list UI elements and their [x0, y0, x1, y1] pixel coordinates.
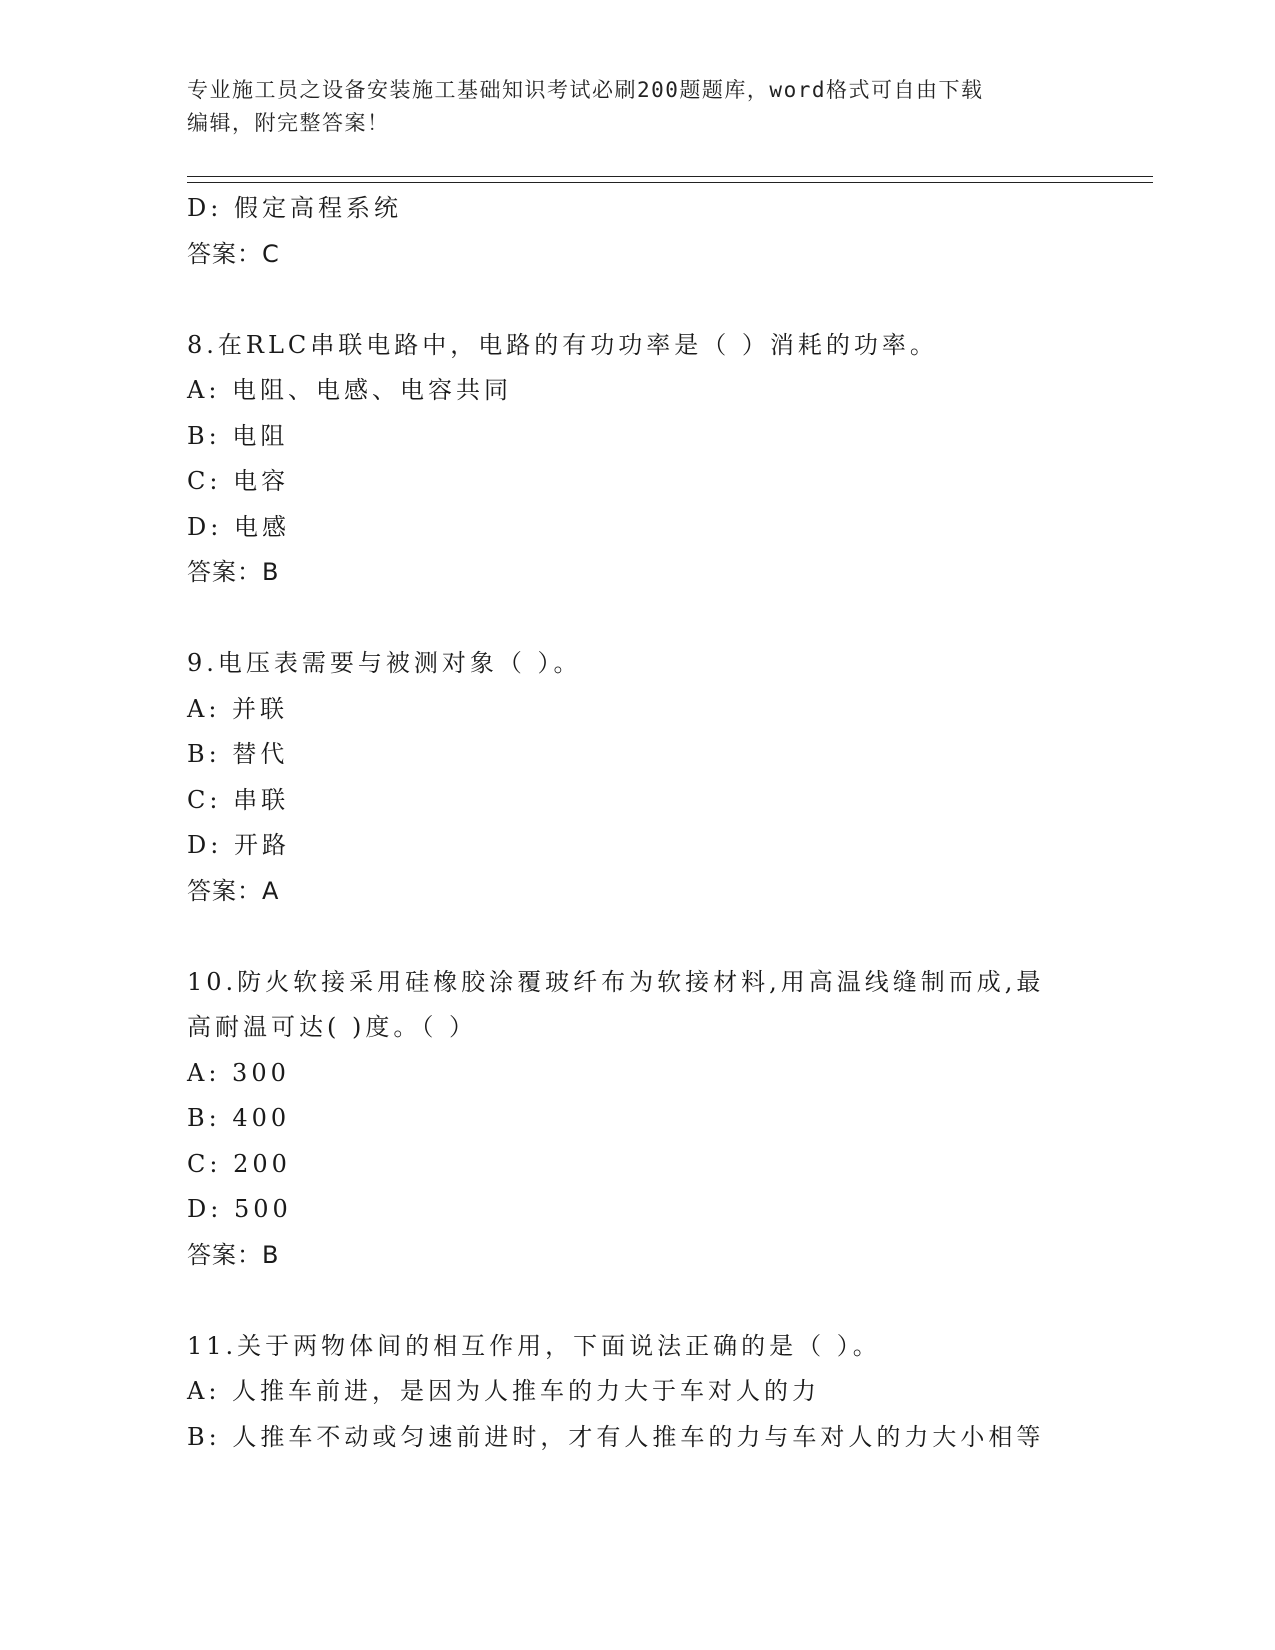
question-block-9: [187, 641, 1087, 914]
option-b: B: 替代: [187, 740, 289, 768]
option-a: A: 300: [187, 1058, 290, 1087]
header-divider-top: [187, 176, 1153, 177]
option-d: D: 电感: [187, 512, 290, 541]
answer-line: 答案：A: [187, 876, 280, 905]
option-a: A: 人推车前进，是因为人推车的力大于车对人的力: [187, 1377, 821, 1405]
document-header: [187, 74, 1067, 140]
question-text: 11.关于两物体间的相互作用，下面说法正确的是（ ）。: [187, 1331, 881, 1360]
question-text-line-1: 10.防火软接采用硅橡胶涂覆玻纤布为软接材料,用高温线缝制而成,最: [187, 967, 1045, 996]
option-a: A: 电阻、电感、电容共同: [187, 376, 513, 404]
option-c: C: 电容: [187, 467, 290, 495]
header-title-line-2: 编辑，附完整答案！: [187, 111, 390, 135]
question-block-10: [187, 960, 1087, 1279]
option-d: D: 500: [187, 1195, 292, 1223]
header-divider-bottom: [187, 182, 1153, 183]
question-text-line-2: 高耐温可达( )度。（ ）: [187, 1013, 477, 1041]
question-list: [187, 186, 1087, 1460]
option-d: D: 开路: [187, 831, 290, 859]
option-a: A: 并联: [187, 694, 289, 723]
option-c: C: 串联: [187, 785, 290, 814]
answer-line: 答案：C: [187, 239, 280, 268]
question-text: 9.电压表需要与被测对象（ ）。: [187, 649, 582, 677]
question-block-11: [187, 1324, 1087, 1461]
header-title-line-1: 专业施工员之设备安装施工基础知识考试必刷200题题库，word格式可自由下载: [187, 78, 984, 102]
option-b: B: 400: [187, 1104, 291, 1132]
answer-line: 答案：B: [187, 1240, 280, 1269]
option-d: D: 假定高程系统: [187, 194, 402, 222]
option-b: B: 电阻: [187, 421, 289, 450]
option-b: B: 人推车不动或匀速前进时，才有人推车的力与车对人的力大小相等: [187, 1422, 1045, 1451]
answer-line: 答案：B: [187, 558, 280, 586]
question-block-8: [187, 323, 1087, 596]
question-block-7: [187, 186, 1087, 277]
option-c: C: 200: [187, 1149, 291, 1178]
question-text: 8.在RLC串联电路中，电路的有功功率是（ ）消耗的功率。: [187, 330, 938, 359]
